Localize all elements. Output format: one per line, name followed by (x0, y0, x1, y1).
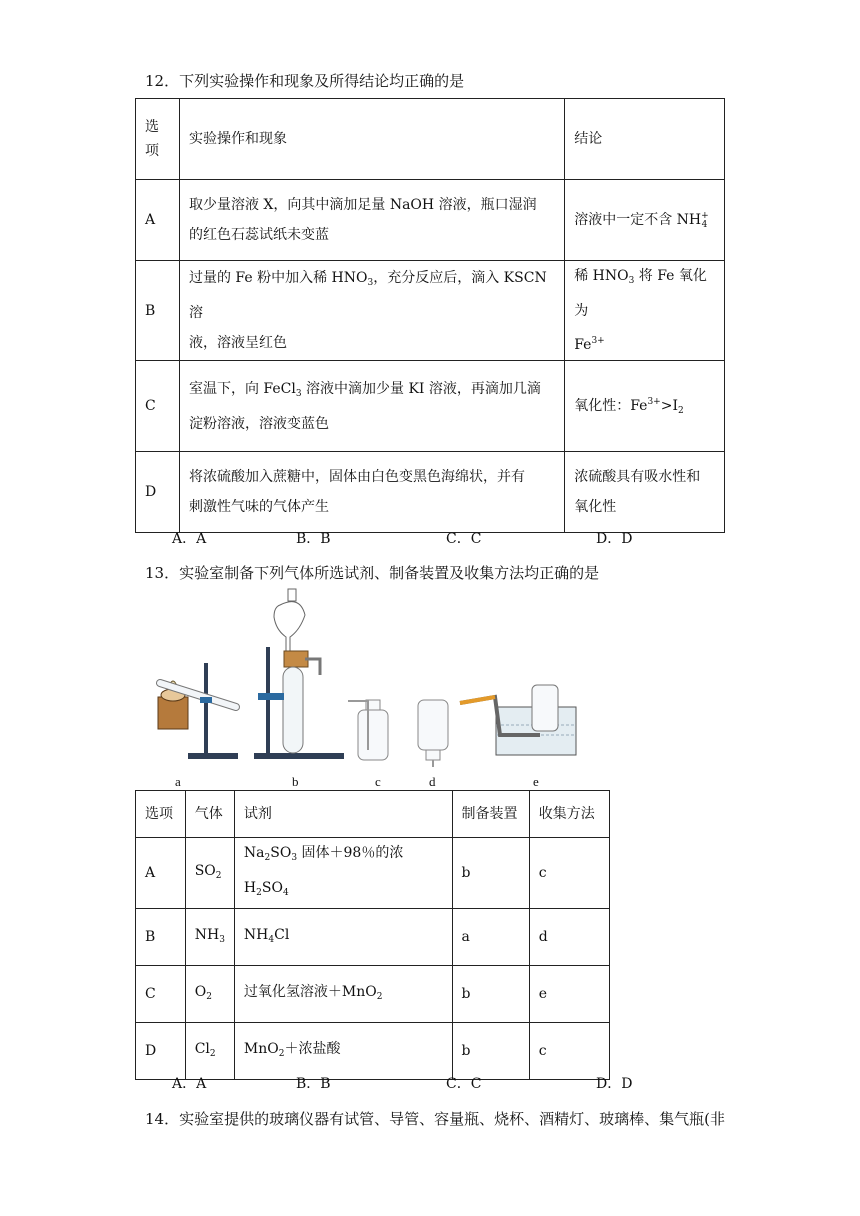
q12-row-c-operation: 室温下，向 FeCl$_3$ 溶液中滴加少量 KI 溶液，再滴加几滴 淀粉溶液，溶液变蓝色 (179, 361, 564, 452)
apparatus-label-a: a (175, 774, 181, 789)
q12-header-operation: 实验操作和现象 (179, 99, 564, 180)
q12-row-a-operation: 取少量溶液 X，向其中滴加足量 NaOH 溶液，瓶口湿润 的红色石蕊试纸未变蓝 (179, 180, 564, 261)
q13-row-b-device: a (452, 909, 529, 966)
q13-row-d-option: D (136, 1023, 186, 1080)
q13-option-b[interactable]: B．B (296, 1076, 331, 1092)
q13-header-option: 选项 (136, 791, 186, 838)
q12-row-d-operation: 将浓硫酸加入蔗糖中，固体由白色变黑色海绵状，并有 刺激性气味的气体产生 (179, 452, 564, 533)
q13-row-a-device: b (452, 838, 529, 909)
q12-row-c (136, 361, 725, 452)
q12-header-conclusion: 结论 (565, 99, 725, 180)
q12-row-d (136, 452, 725, 533)
q12-row-c-option: C (136, 361, 180, 452)
q13-row-b-collection: d (529, 909, 609, 966)
apparatus-label-d: d (429, 774, 436, 789)
q13-row-b-gas: $NH_3$ (185, 909, 234, 966)
q12-row-d-option: D (136, 452, 180, 533)
q13-row-b-option: B (136, 909, 186, 966)
q13-row-a-gas: $SO_2$ (185, 838, 234, 909)
q13-row-c (136, 966, 610, 1023)
q13-row-d (136, 1023, 610, 1080)
q12-row-c-conclusion: 氧化性：$Fe^{3+}>I_2$ (565, 361, 725, 452)
q13-option-c[interactable]: C．C (446, 1076, 482, 1092)
q12-header-row (136, 99, 725, 180)
q13-row-a-option: A (136, 838, 186, 909)
apparatus-a-icon (158, 663, 238, 759)
q12-header-option: 选项 (136, 99, 180, 180)
q12-row-b-operation: 过量的 Fe 粉中加入稀 $HNO_3$，充分反应后，滴入 KSCN 溶 液，溶液呈红色 (179, 261, 564, 361)
q13-title: 13．实验室制备下列气体所选试剂、制备装置及收集方法均正确的是 (145, 564, 600, 582)
q12-row-b (136, 261, 725, 361)
q13-row-d-device: b (452, 1023, 529, 1080)
q13-row-c-gas: $O_2$ (185, 966, 234, 1023)
q13-row-d-gas: $Cl_2$ (185, 1023, 234, 1080)
q13-header-device: 制备装置 (452, 791, 529, 838)
apparatus-c-icon (348, 700, 388, 760)
q12-option-b[interactable]: B．B (296, 531, 331, 547)
q12-title: 12．下列实验操作和现象及所得结论均正确的是 (145, 72, 465, 90)
q12-row-a-option: A (136, 180, 180, 261)
q12-row-a-conclusion: 溶液中一定不含 $NH^+_4$ (565, 180, 725, 261)
apparatus-d-icon (418, 700, 448, 767)
q13-header-row (136, 791, 610, 838)
q12-option-c[interactable]: C．C (446, 531, 482, 547)
q13-option-d[interactable]: D．D (596, 1076, 633, 1092)
q12-row-b-conclusion: 稀 $HNO_3$ 将 Fe 氧化为 $Fe^{3+}$ (565, 261, 725, 361)
q13-row-d-reagent: MnO$_2$＋浓盐酸 (234, 1023, 452, 1080)
q13-row-c-option: C (136, 966, 186, 1023)
apparatus-label-c: c (375, 774, 381, 789)
q14-title: 14．实验室提供的玻璃仪器有试管、导管、容量瓶、烧杯、酒精灯、玻璃棒、集气瓶(非 (145, 1110, 725, 1128)
q13-row-a (136, 838, 610, 909)
q13-header-reagent: 试剂 (234, 791, 452, 838)
q12-option-d[interactable]: D．D (596, 531, 633, 547)
apparatus-e-icon (460, 685, 576, 755)
apparatus-label-e: e (533, 774, 539, 789)
q12-table (135, 98, 725, 533)
q13-row-d-collection: c (529, 1023, 609, 1080)
q13-row-b-reagent: $NH_4Cl$ (234, 909, 452, 966)
q13-row-c-collection: e (529, 966, 609, 1023)
q13-header-collection: 收集方法 (529, 791, 609, 838)
q12-row-b-option: B (136, 261, 180, 361)
q13-row-a-collection: c (529, 838, 609, 909)
q12-row-a (136, 180, 725, 261)
q13-option-a[interactable]: A．A (172, 1076, 207, 1092)
q12-option-a[interactable]: A．A (172, 531, 207, 547)
apparatus-b-icon (254, 589, 344, 759)
q13-row-a-reagent: $Na_2SO_3$ 固体＋98％的浓 $H_2SO_4$ (234, 838, 452, 909)
apparatus-label-b: b (292, 774, 299, 789)
q13-row-c-reagent: 过氧化氢溶液＋MnO$_2$ (234, 966, 452, 1023)
q12-row-d-conclusion: 浓硫酸具有吸水性和 氧化性 (565, 452, 725, 533)
q13-table (135, 790, 610, 1080)
q13-row-b (136, 909, 610, 966)
q13-header-gas: 气体 (185, 791, 234, 838)
apparatus-figure (140, 585, 590, 770)
q13-row-c-device: b (452, 966, 529, 1023)
